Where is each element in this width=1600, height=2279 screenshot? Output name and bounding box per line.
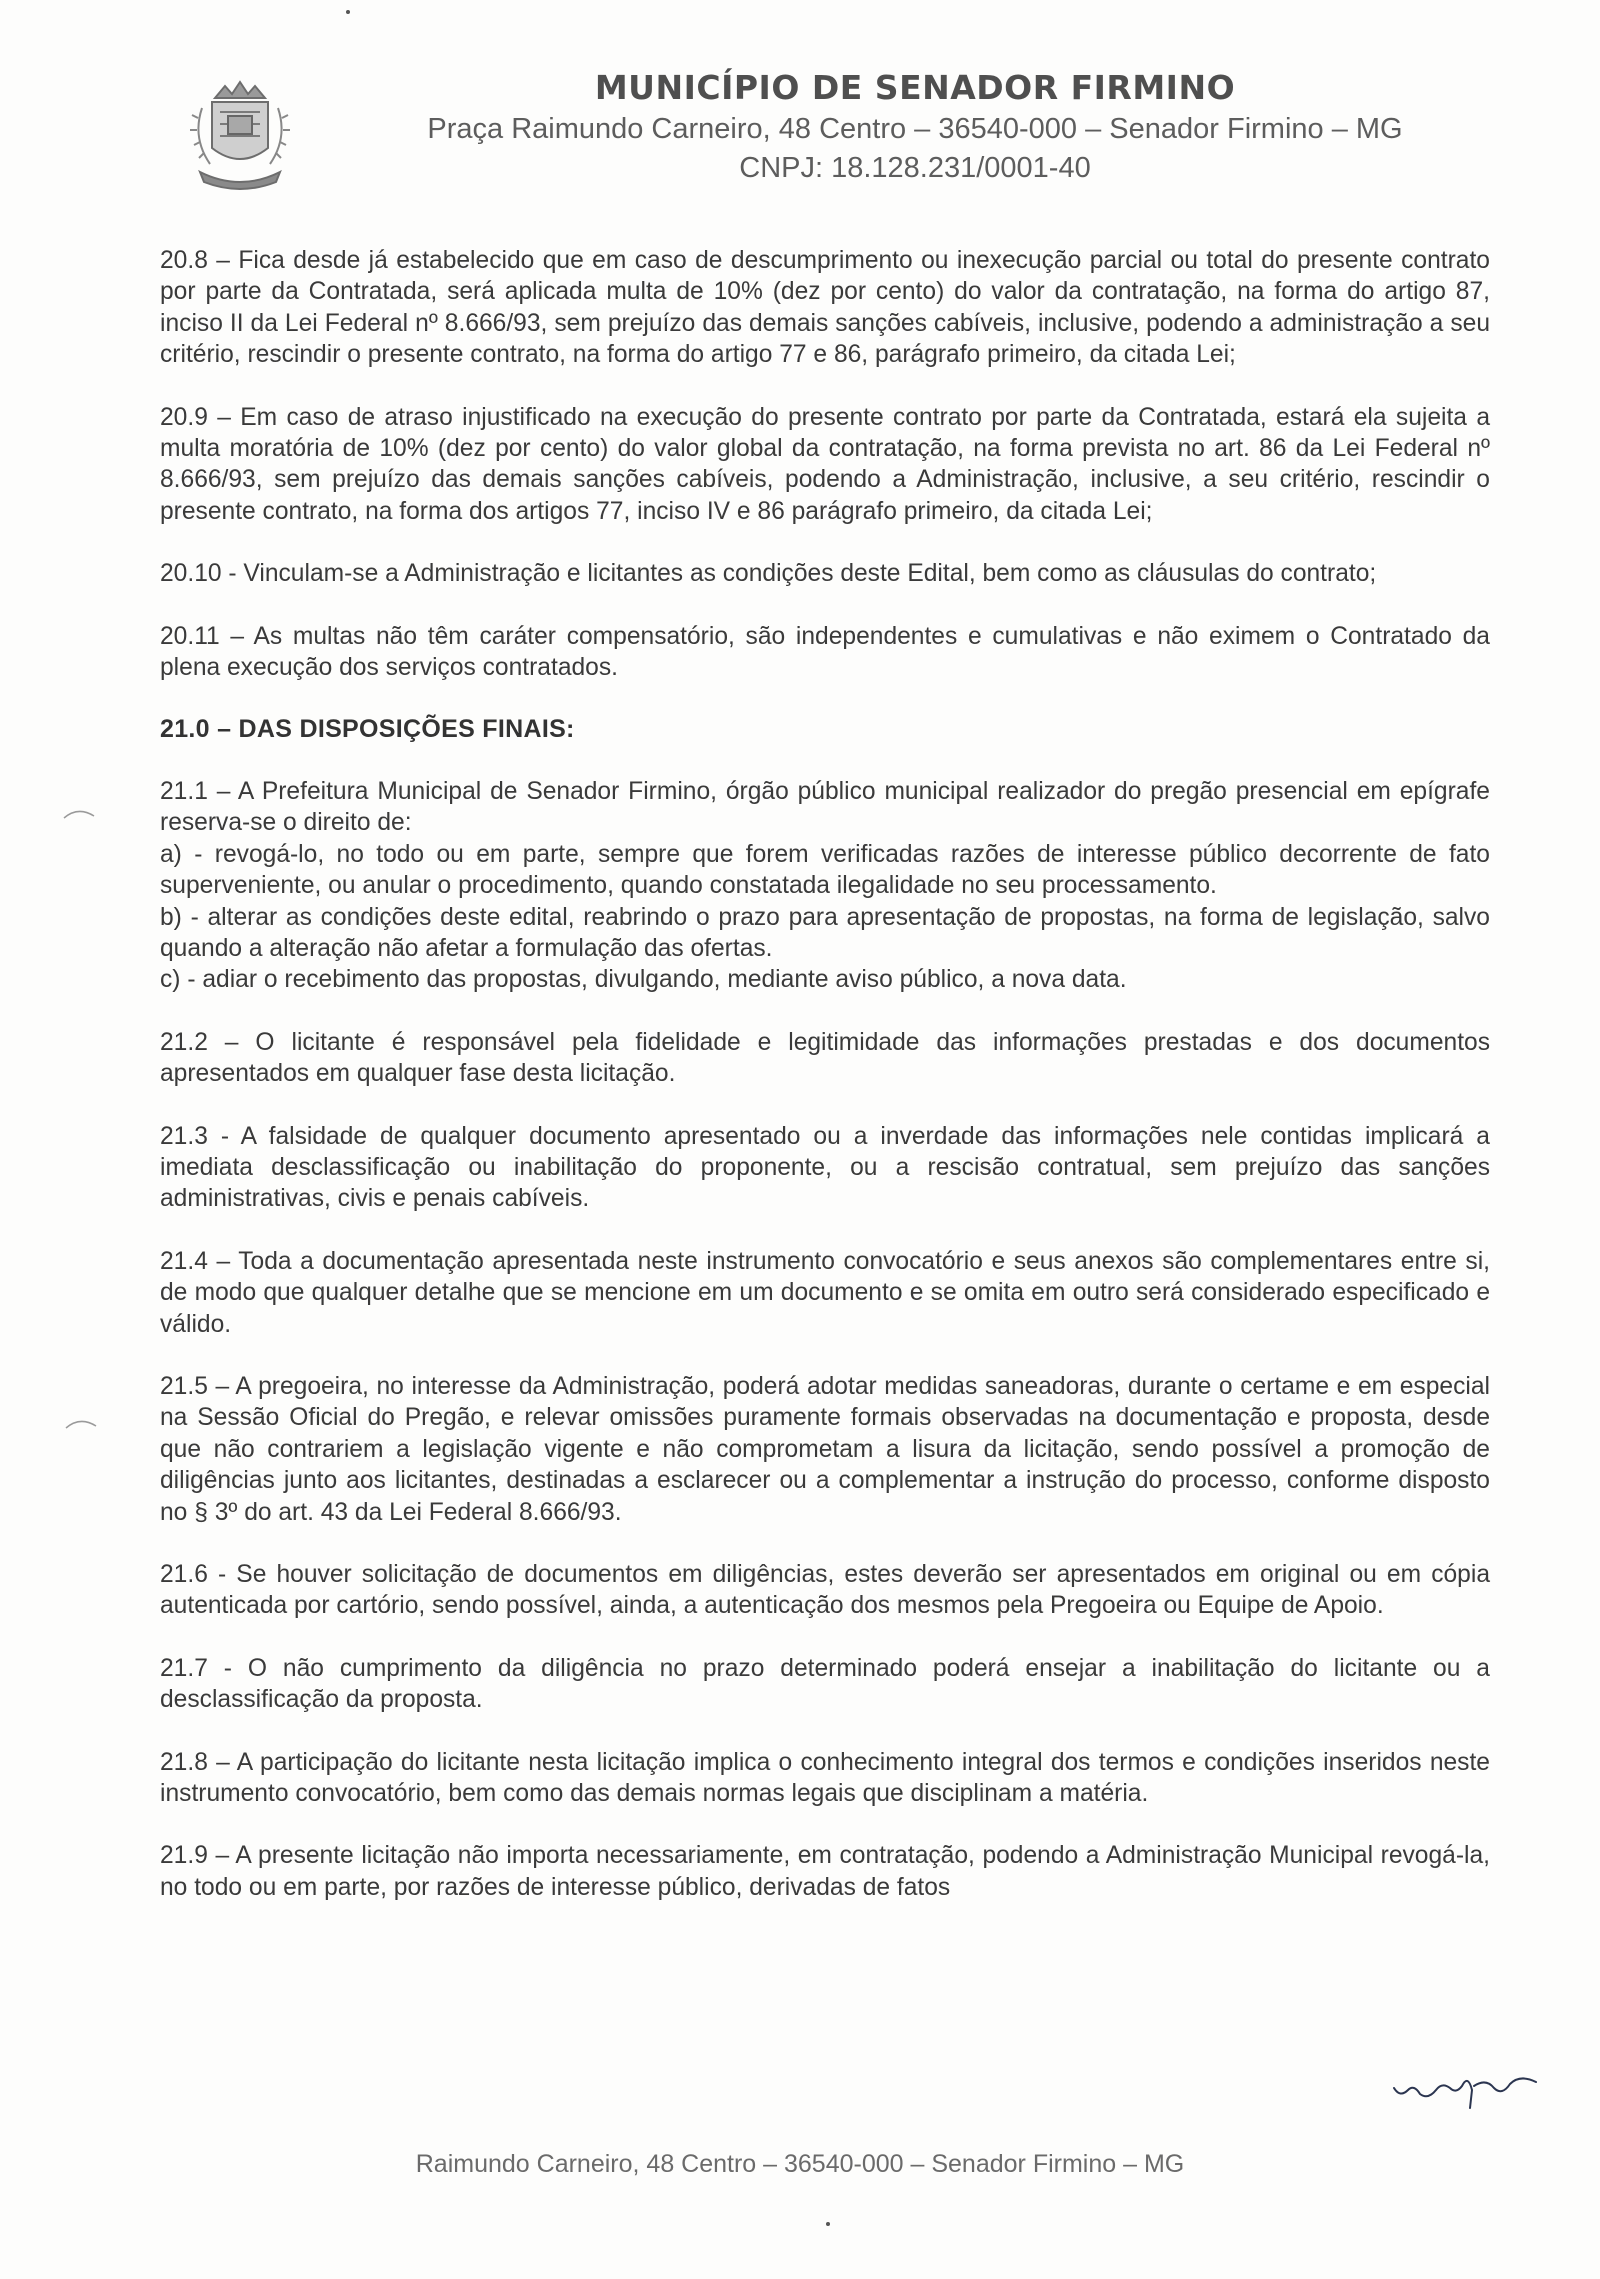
clause-21-8: 21.8 – A participação do licitante nesta licitação implica o conhecimento integral dos termos e condições inseridos neste instrumento convocatório, bem como das demais normas legais que disciplinam a matéria. <box>160 1748 1490 1808</box>
header-address: Praça Raimundo Carneiro, 48 Centro – 36540-000 – Senador Firmino – MG <box>427 113 1403 145</box>
clause-21-5: 21.5 – A pregoeira, no interesse da Administração, poderá adotar medidas saneadoras, durante o certame e em especial na Sessão Oficial do Pregão, e relevar omissões puramente formais observadas na documentação e proposta, desde que não contrariem a legislação vigente e não comprometam a lisura da licitação, sendo possível a promoção de diligências junto aos licitantes, destinadas a esclarecer ou a complementar a instrução do processo, conforme disposto no § 3º do art. 43 da Lei Federal 8.666/93. <box>160 1372 1490 1526</box>
margin-mark-icon <box>64 1418 98 1432</box>
clause-20-11: 20.11 – As multas não têm caráter compensatório, são independentes e cumulativas e não eximem o Contratado da plena execução dos serviços contratados. <box>160 622 1490 682</box>
clause-21-2: 21.2 – O licitante é responsável pela fidelidade e legitimidade das informações prestadas e dos documentos apresentados em qualquer fase desta licitação. <box>160 1028 1490 1088</box>
clause-21-3: 21.3 - A falsidade de qualquer documento apresentado ou a inverdade das informações nele contidas implicará a imediata desclassificação ou inabilitação do proponente, ou a rescisão contratual, sem prejuízo das sanções administrativas, civis e penais cabíveis. <box>160 1122 1490 1213</box>
header-cnpj: CNPJ: 18.128.231/0001-40 <box>739 152 1091 184</box>
letterhead <box>150 62 1450 202</box>
clause-21-1-intro: 21.1 – A Prefeitura Municipal de Senador Firmino, órgão público municipal realizador do pregão presencial em epígrafe reserva-se o direito de: <box>160 777 1490 837</box>
margin-mark-icon <box>62 808 96 822</box>
clause-21-6: 21.6 - Se houver solicitação de documentos em diligências, estes deverão ser apresentados em original ou em cópia autenticada por cartório, sendo possível, ainda, a autenticação dos mesmos pela Pregoeira ou Equipe de Apoio. <box>160 1561 1490 1620</box>
clause-21-1-b: b) - alterar as condições deste edital, reabrindo o prazo para apresentação de propostas, na forma de legislação, salvo quando a alteração não afetar a formulação das ofertas. <box>160 903 1490 962</box>
clause-21-9: 21.9 – A presente licitação não importa necessariamente, em contratação, podendo a Administração Municipal revogá-la, no todo ou em parte, por razões de interesse público, derivadas de fatos <box>160 1842 1490 1901</box>
document-body <box>160 245 1490 1903</box>
clause-20-9: 20.9 – Em caso de atraso injustificado na execução do presente contrato por parte da Contratada, estará ela sujeita a multa moratória de 10% (dez por cento) do valor global da contratação, na forma prevista no art. 86 da Lei Federal nº 8.666/93, sem prejuízo das demais sanções cabíveis, podendo a Administração, inclusive, a seu critério, rescindir o presente contrato, na forma dos artigos 77, inciso IV e 86 parágrafo primeiro, da citada Lei; <box>160 403 1490 525</box>
clause-21-4: 21.4 – Toda a documentação apresentada neste instrumento convocatório e seus anexos são complementares entre si, de modo que qualquer detalhe que se mencione em um documento e se omita em outro será considerado especificado e válido. <box>160 1247 1490 1338</box>
clause-21-7: 21.7 - O não cumprimento da diligência no prazo determinado poderá ensejar a inabilitação do licitante ou a desclassificação da proposta. <box>160 1654 1490 1714</box>
municipal-coat-of-arms-icon <box>180 68 300 193</box>
scan-speck <box>346 10 350 14</box>
handwritten-initials-icon <box>1390 2060 1540 2110</box>
clause-20-8: 20.8 – Fica desde já estabelecido que em caso de descumprimento ou inexecução parcial ou total do presente contrato por parte da Contratada, será aplicada multa de 10% (dez por cento) do valor da contratação, na forma do artigo 87, inciso II da Lei Federal nº 8.666/93, sem prejuízo das demais sanções cabíveis, inclusive, podendo a administração a seu critério, rescindir o presente contrato, na forma do artigo 77 e 86, parágrafo primeiro, da citada Lei; <box>160 247 1490 369</box>
section-heading-21: 21.0 – DAS DISPOSIÇÕES FINAIS: <box>160 715 575 744</box>
footer-address: Raimundo Carneiro, 48 Centro – 36540-000 – Senador Firmino – MG <box>415 2150 1185 2178</box>
scan-speck <box>826 2222 830 2226</box>
municipality-title: MUNICÍPIO DE SENADOR FIRMINO <box>594 68 1236 107</box>
clause-20-10: 20.10 - Vinculam-se a Administração e licitantes as condições deste Edital, bem como as cláusulas do contrato; <box>160 560 1377 588</box>
clause-21-1-a: a) - revogá-lo, no todo ou em parte, sempre que forem verificadas razões de interesse público decorrente de fato superveniente, ou anular o procedimento, quando constatada ilegalidade no seu processamento. <box>160 840 1490 900</box>
clause-21-1 <box>160 776 1490 996</box>
clause-21-1-c: c) - adiar o recebimento das propostas, divulgando, mediante aviso público, a nova data. <box>160 966 1127 994</box>
